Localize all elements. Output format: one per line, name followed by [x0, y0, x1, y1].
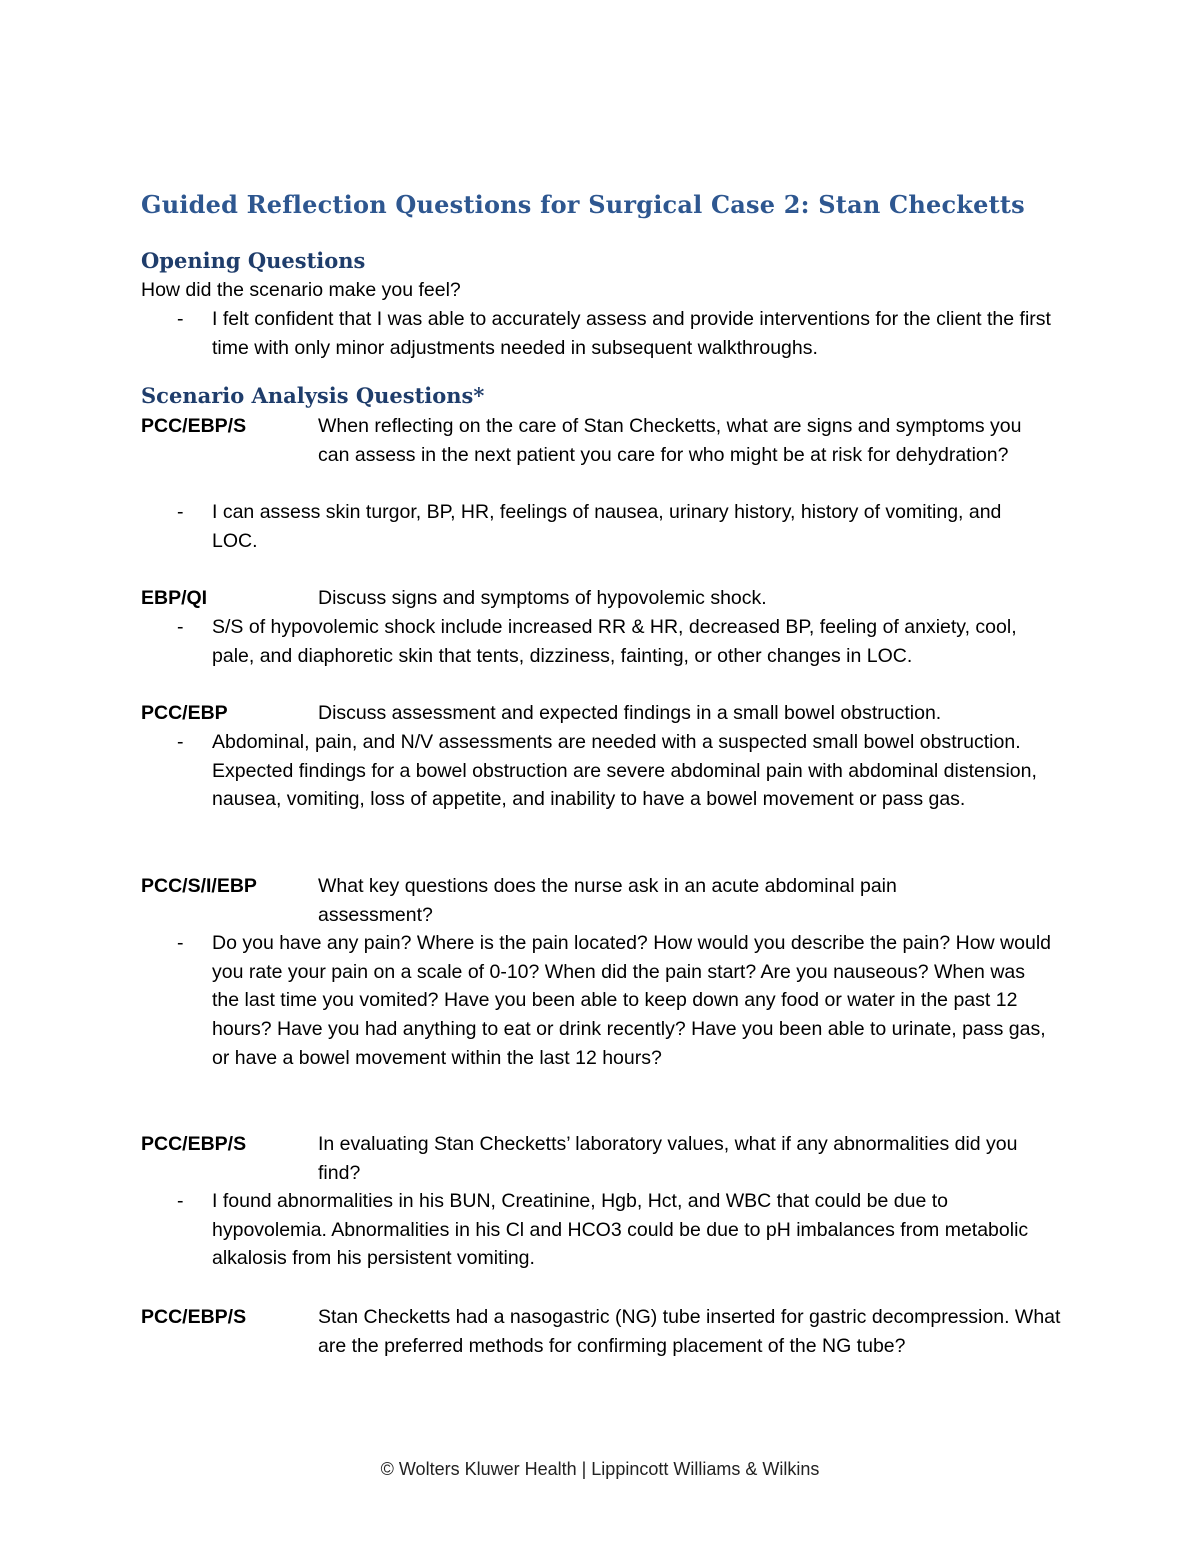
- competency-code: PCC/S/I/EBP: [141, 875, 257, 897]
- competency-code: EBP/QI: [141, 587, 208, 609]
- competency-code: PCC/EBP/S: [141, 1306, 247, 1328]
- reflection-answer: S/S of hypovolemic shock include increased RR & HR, decreased BP, feeling of anxiety, cool, pale, and diaphoretic skin that tents, dizziness, fainting, or other changes in LOC.: [212, 616, 1017, 667]
- reflection-answer: Do you have any pain? Where is the pain located? How would you describe the pain? How would you rate your pain on a scale of 0-10? When did the pain start? Are you nauseous? When was the last time you vomited? Have you been able to keep down any food or water in the past 12 hours? Have you had anything to eat or drink recently? Have you been able to urinate, pass gas, or have a bowel movement within the last 12 hours?: [212, 932, 1052, 1069]
- reflection-question: Discuss signs and symptoms of hypovolemic shock.: [318, 587, 767, 609]
- reflection-question: When reflecting on the care of Stan Checketts, what are signs and symptoms you can assess in the next patient you care for who might be at risk for dehydration?: [318, 415, 1022, 466]
- scenario-analysis-heading: Scenario Analysis Questions*: [141, 383, 485, 408]
- reflection-question: What key questions does the nurse ask in an acute abdominal pain assessment?: [318, 875, 897, 926]
- copyright-footer: © Wolters Kluwer Health | Lippincott Williams & Wilkins: [380, 1459, 820, 1479]
- bullet-dash: -: [177, 1190, 184, 1212]
- reflection-question: In evaluating Stan Checketts’ laboratory values, what if any abnormalities did you find?: [318, 1133, 1018, 1184]
- competency-code: PCC/EBP/S: [141, 1133, 247, 1155]
- bullet-dash: -: [177, 731, 184, 753]
- reflection-question: Stan Checketts had a nasogastric (NG) tube inserted for gastric decompression. What are the preferred methods for confirming placement of the NG tube?: [318, 1306, 1061, 1357]
- opening-question: How did the scenario make you feel?: [141, 279, 461, 301]
- opening-answer: I felt confident that I was able to accurately assess and provide interventions for the client the first time with only minor adjustments needed in subsequent walkthroughs.: [212, 308, 1051, 359]
- bullet-dash: -: [177, 501, 184, 523]
- bullet-dash: -: [177, 932, 184, 954]
- competency-code: PCC/EBP/S: [141, 415, 247, 437]
- reflection-answer: Abdominal, pain, and N/V assessments are needed with a suspected small bowel obstruction. Expected findings for a bowel obstruction are severe abdominal pain with abdominal distension, nausea, vomiting, loss of appetite, and inability to have a bowel movement or pass gas.: [212, 731, 1037, 811]
- competency-code: PCC/EBP: [141, 702, 228, 724]
- opening-questions-heading: Opening Questions: [141, 248, 366, 273]
- document-title: Guided Reflection Questions for Surgical Case 2: Stan Checketts: [141, 190, 1025, 219]
- reflection-question: Discuss assessment and expected findings in a small bowel obstruction.: [318, 702, 942, 724]
- reflection-answer: I found abnormalities in his BUN, Creatinine, Hgb, Hct, and WBC that could be due to hypovolemia. Abnormalities in his Cl and HCO3 could be due to pH imbalances from metabolic alkalosis from his persistent vomiting.: [212, 1190, 1029, 1270]
- bullet-dash: -: [177, 616, 184, 638]
- bullet-dash: -: [177, 308, 184, 330]
- reflection-answer: I can assess skin turgor, BP, HR, feelings of nausea, urinary history, history of vomiting, and LOC.: [212, 501, 1002, 552]
